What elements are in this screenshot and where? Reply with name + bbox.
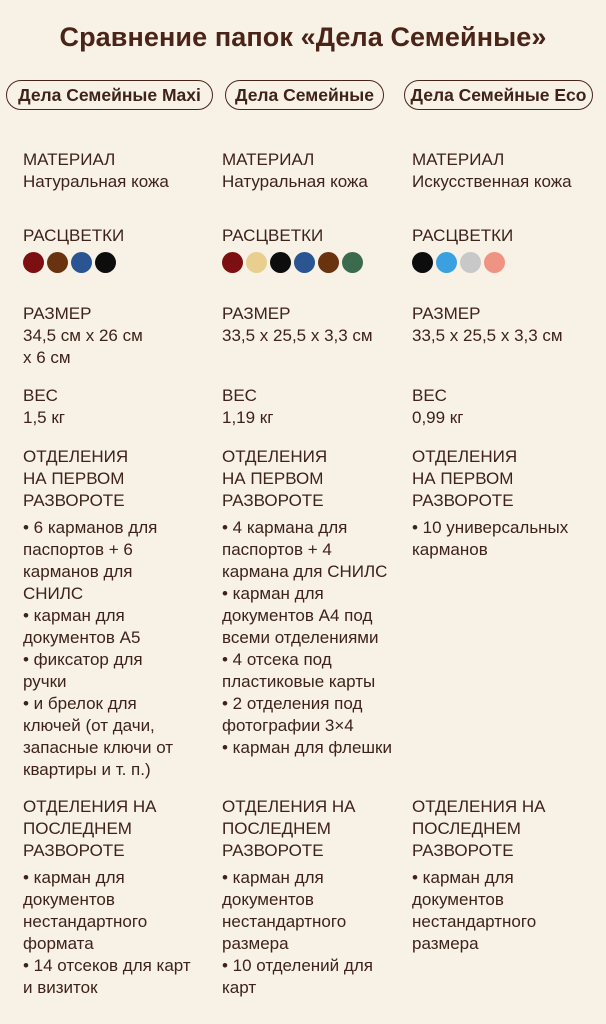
colors-label: РАСЦВЕТКИ (222, 226, 324, 245)
size-value: 33,5 х 25,5 х 3,3 см (412, 326, 563, 345)
color-swatch (95, 252, 116, 273)
material-label: МАТЕРИАЛ (23, 150, 116, 169)
weight-label: ВЕС (412, 386, 447, 405)
color-swatches (222, 252, 412, 273)
last-spread-list: • карман для документов нестандартного размера • 10 отделений для карт (222, 868, 373, 997)
first-spread-section (222, 446, 412, 759)
weight-value: 1,19 кг (222, 408, 274, 427)
first-spread-label: ОТДЕЛЕНИЯ НА ПЕРВОМ РАЗВОРОТЕ (222, 447, 328, 510)
material-label: МАТЕРИАЛ (222, 150, 315, 169)
weight-label: ВЕС (23, 386, 58, 405)
weight-section (412, 385, 602, 429)
last-spread-section (412, 796, 602, 955)
weight-value: 1,5 кг (23, 408, 65, 427)
material-value: Искусственная кожа (412, 172, 572, 191)
last-spread-label: ОТДЕЛЕНИЯ НА ПОСЛЕДНЕМ РАЗВОРОТЕ (23, 797, 157, 860)
first-spread-label: ОТДЕЛЕНИЯ НА ПЕРВОМ РАЗВОРОТЕ (412, 447, 518, 510)
color-swatch (294, 252, 315, 273)
size-section (222, 303, 412, 347)
color-swatch (460, 252, 481, 273)
colors-section (23, 225, 213, 273)
weight-section (23, 385, 213, 429)
last-spread-section (23, 796, 213, 999)
size-value: 34,5 см х 26 см х 6 см (23, 326, 143, 367)
color-swatches (23, 252, 213, 273)
weight-section (222, 385, 412, 429)
color-swatch (484, 252, 505, 273)
colors-section (412, 225, 602, 273)
size-value: 33,5 х 25,5 х 3,3 см (222, 326, 373, 345)
size-label: РАЗМЕР (23, 304, 92, 323)
size-section (412, 303, 602, 347)
color-swatch (222, 252, 243, 273)
tab-eco[interactable]: Дела Семейные Eco (404, 80, 593, 110)
color-swatch (270, 252, 291, 273)
colors-label: РАСЦВЕТКИ (412, 226, 514, 245)
color-swatch (47, 252, 68, 273)
last-spread-label: ОТДЕЛЕНИЯ НА ПОСЛЕДНЕМ РАЗВОРОТЕ (222, 797, 356, 860)
size-label: РАЗМЕР (412, 304, 481, 323)
color-swatch (412, 252, 433, 273)
colors-label: РАСЦВЕТКИ (23, 226, 125, 245)
first-spread-label: ОТДЕЛЕНИЯ НА ПЕРВОМ РАЗВОРОТЕ (23, 447, 129, 510)
page-title: Сравнение папок «Дела Семейные» (59, 22, 547, 52)
material-section (412, 149, 602, 193)
material-label: МАТЕРИАЛ (412, 150, 505, 169)
color-swatches (412, 252, 602, 273)
size-label: РАЗМЕР (222, 304, 291, 323)
first-spread-section (412, 446, 602, 561)
tab-maxi[interactable]: Дела Семейные Maxi (6, 80, 213, 110)
material-section (222, 149, 412, 193)
first-spread-section (23, 446, 213, 781)
color-swatch (318, 252, 339, 273)
tab-standard[interactable]: Дела Семейные (225, 80, 384, 110)
color-swatch (342, 252, 363, 273)
first-spread-list: • 4 кармана для паспортов + 4 кармана для СНИЛС • карман для документов А4 под всеми отделениями • 4 отсека под пластиковые карты • 2 отделения под фотографии 3×4 • карман для флешки (222, 518, 392, 757)
last-spread-list: • карман для документов нестандартного формата • 14 отсеков для карт и визиток (23, 868, 191, 997)
weight-value: 0,99 кг (412, 408, 464, 427)
color-swatch (71, 252, 92, 273)
size-section (23, 303, 213, 369)
color-swatch (436, 252, 457, 273)
colors-section (222, 225, 412, 273)
last-spread-label: ОТДЕЛЕНИЯ НА ПОСЛЕДНЕМ РАЗВОРОТЕ (412, 797, 546, 860)
first-spread-list: • 10 универсальных карманов (412, 518, 569, 559)
material-value: Натуральная кожа (23, 172, 169, 191)
last-spread-section (222, 796, 412, 999)
material-section (23, 149, 213, 193)
last-spread-list: • карман для документов нестандартного размера (412, 868, 537, 953)
first-spread-list: • 6 карманов для паспортов + 6 карманов для СНИЛС • карман для документов А5 • фиксатор для ручки • и брелок для ключей (от дачи, запасные ключи от квартиры и т. п.) (23, 518, 174, 779)
color-swatch (23, 252, 44, 273)
color-swatch (246, 252, 267, 273)
material-value: Натуральная кожа (222, 172, 368, 191)
weight-label: ВЕС (222, 386, 257, 405)
